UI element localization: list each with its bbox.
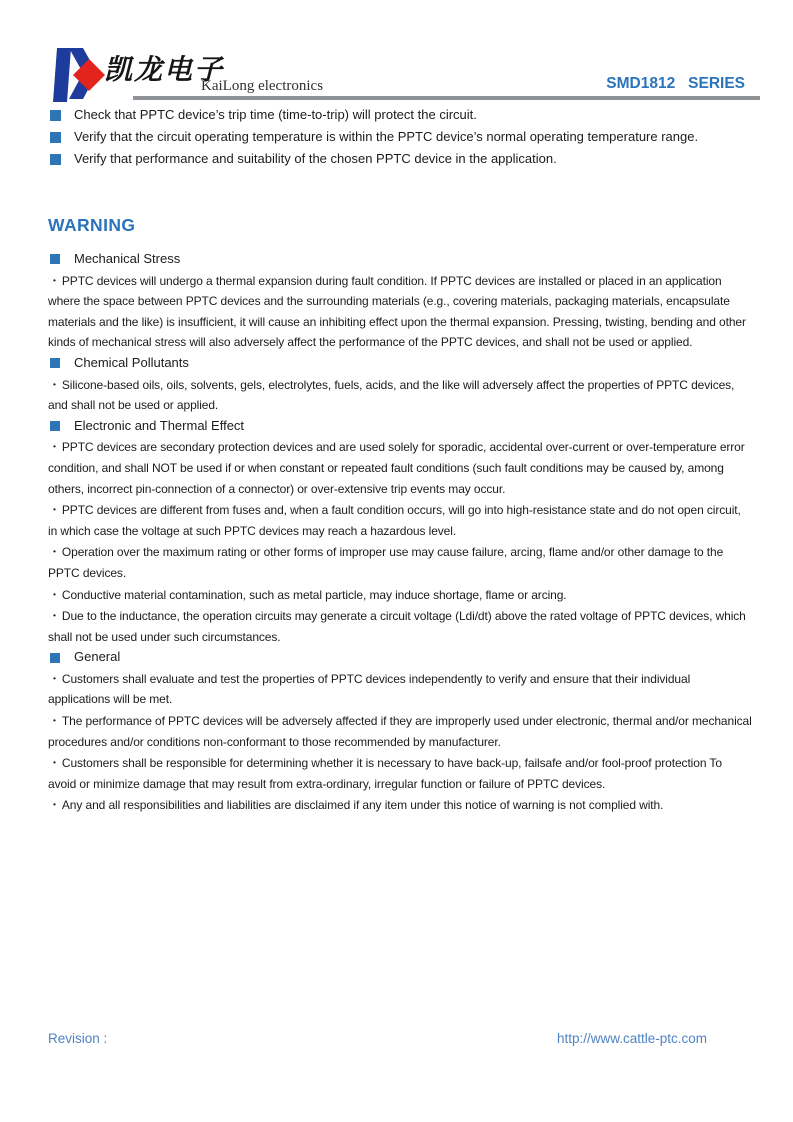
warning-paragraph bbox=[48, 270, 752, 353]
section-heading-label: Electronic and Thermal Effect bbox=[74, 417, 245, 433]
warning-paragraph bbox=[48, 584, 752, 606]
section-heading-label: General bbox=[74, 649, 121, 665]
dot-bullet-icon: • bbox=[53, 546, 56, 557]
square-bullet-icon bbox=[50, 132, 61, 143]
dot-bullet-icon: • bbox=[53, 588, 56, 599]
dot-bullet-icon: • bbox=[53, 799, 56, 810]
warning-paragraph bbox=[48, 374, 752, 416]
logo-chinese-text: 凯龙电子 bbox=[104, 53, 225, 86]
paragraph-text: Customers shall be responsible for determining whether it is necessary to have back-up, failsafe and/or fool-proof protection To avoid or minimize damage that may result from extra-ordinary, irregular function or failure of PPTC devices. bbox=[48, 756, 722, 791]
page-header bbox=[0, 0, 793, 96]
paragraph-text: Operation over the maximum rating or other forms of improper use may cause failure, arcing, flame and/or other damage to the PPTC devices. bbox=[48, 545, 724, 580]
checklist-item bbox=[50, 126, 753, 148]
warning-paragraph bbox=[48, 499, 752, 541]
revision-label: Revision : bbox=[48, 1031, 108, 1046]
dot-bullet-icon: • bbox=[53, 378, 56, 389]
header-divider bbox=[133, 96, 760, 100]
checklist-item-text: Verify that the circuit operating temperature is within the PPTC device’s normal operating temperature range. bbox=[74, 129, 699, 144]
warning-paragraph bbox=[48, 710, 752, 752]
dot-bullet-icon: • bbox=[53, 757, 56, 768]
square-bullet-icon bbox=[50, 358, 60, 368]
paragraph-text: The performance of PPTC devices will be adversely affected if they are improperly used under electronic, thermal and/or mechanical procedures and/or conditions non-conformant to those recommended by manufacturer. bbox=[48, 714, 752, 749]
paragraph-text: Silicone-based oils, oils, solvents, gels, electrolytes, fuels, acids, and the like will adversely affect the properties of PPTC devices, and shall not be used or applied. bbox=[48, 377, 735, 413]
checklist-item-text: Verify that performance and suitability of the chosen PPTC device in the application. bbox=[74, 151, 557, 166]
section-heading-mechanical-stress bbox=[48, 249, 752, 270]
page-footer bbox=[48, 1031, 707, 1046]
checklist-item bbox=[50, 148, 753, 170]
warning-paragraph bbox=[48, 541, 752, 583]
warning-paragraph bbox=[48, 668, 752, 710]
checklist-item bbox=[50, 104, 753, 126]
square-bullet-icon bbox=[50, 421, 60, 431]
square-bullet-icon bbox=[50, 110, 61, 121]
paragraph-text: PPTC devices are secondary protection devices and are used solely for sporadic, accidental over-current or over-temperature error condition, and shall NOT be used if or when constant or repeated fault conditions (such fault conditions may be caused by, among others, incorrect pin-connection of a connector) or over-extensive trip events may occur. bbox=[48, 440, 745, 496]
section-heading-electronic-thermal-effect bbox=[48, 416, 752, 437]
warning-content bbox=[0, 236, 793, 816]
dot-bullet-icon: • bbox=[53, 715, 56, 726]
checklist bbox=[0, 96, 793, 170]
paragraph-text: Customers shall evaluate and test the properties of PPTC devices independently to verify and ensure that their individual applications will be met. bbox=[48, 671, 691, 707]
section-heading-general bbox=[48, 647, 752, 668]
warning-paragraph bbox=[48, 436, 752, 499]
kailong-logo-icon bbox=[45, 47, 107, 103]
paragraph-text: Due to the inductance, the operation circuits may generate a circuit voltage (Ldi/dt) above the rated voltage of PPTC devices, which shall not be used under such circumstances. bbox=[48, 609, 746, 644]
paragraph-text: PPTC devices are different from fuses and, when a fault condition occurs, will go into high-resistance state and do not open circuit, in which case the voltage at such PPTC devices may reach a hazardous level. bbox=[48, 503, 741, 538]
dot-bullet-icon: • bbox=[53, 610, 56, 621]
website-link[interactable]: http://www.cattle-ptc.com bbox=[556, 1031, 707, 1046]
paragraph-text: PPTC devices will undergo a thermal expansion during fault condition. If PPTC devices are installed or placed in an application where the space between PPTC devices and the surrounding materials (e.g., covering materials, packaging materials, encapsulate materials and the like) is insufficient, it will cause an inhibiting effect upon the thermal expansion. Pressing, twisting, bending and other kinds of mechanical stress will also adversely affect the performance of the PPTC devices, and shall not be used or applied. bbox=[48, 273, 746, 350]
checklist-item-text: Check that PPTC device’s trip time (time-to-trip) will protect the circuit. bbox=[74, 107, 477, 122]
dot-bullet-icon: • bbox=[53, 274, 56, 285]
dot-bullet-icon: • bbox=[53, 672, 56, 683]
dot-bullet-icon: • bbox=[53, 504, 56, 515]
square-bullet-icon bbox=[50, 254, 60, 264]
warning-paragraph bbox=[48, 794, 752, 816]
section-heading-label: Mechanical Stress bbox=[74, 251, 181, 266]
paragraph-text: Any and all responsibilities and liabilities are disclaimed if any item under this notice of warning is not complied with. bbox=[61, 798, 664, 813]
section-heading-chemical-pollutants bbox=[48, 353, 752, 374]
warning-paragraph bbox=[48, 752, 752, 794]
section-heading-label: Chemical Pollutants bbox=[74, 354, 189, 370]
logo-subtitle: KaiLong electronics bbox=[201, 78, 324, 94]
square-bullet-icon bbox=[50, 653, 60, 663]
series-label: SMD1812 SERIES bbox=[606, 75, 745, 92]
warning-paragraph bbox=[48, 605, 752, 647]
square-bullet-icon bbox=[50, 154, 61, 165]
paragraph-text: Conductive material contamination, such as metal particle, may induce shortage, flame or arcing. bbox=[61, 587, 567, 602]
warning-title: WARNING bbox=[48, 215, 136, 235]
dot-bullet-icon: • bbox=[53, 441, 56, 452]
